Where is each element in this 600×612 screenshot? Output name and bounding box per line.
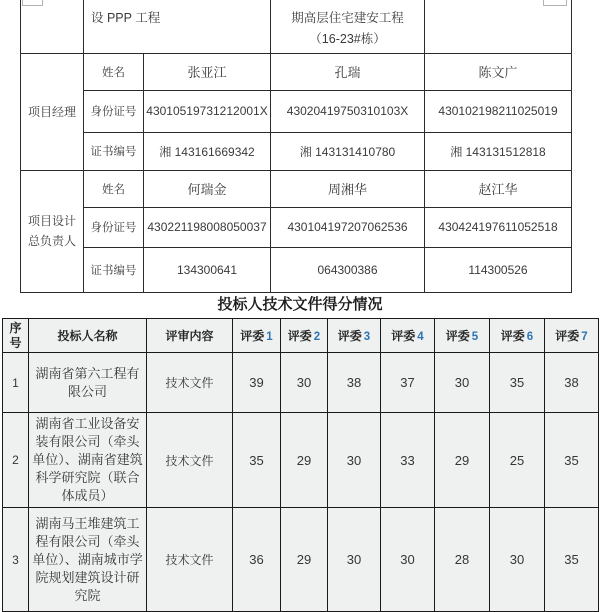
bidder-name: 湖南马王堆建筑工程有限公司（牵头单位）、湖南城市学院规划建筑设计研究院 bbox=[29, 508, 147, 612]
field-label-cert-number: 证书编号 bbox=[84, 247, 144, 292]
section-label-design-chief bbox=[21, 170, 84, 292]
pm-cert-cell: 湘 143161669342 bbox=[144, 132, 271, 170]
judge-number: 7 bbox=[581, 331, 588, 343]
row-pm-name bbox=[21, 53, 572, 90]
designer-id-cell: 430104197207062536 bbox=[271, 207, 425, 247]
designer-name-cell: 赵江华 bbox=[425, 170, 572, 207]
judge-number: 2 bbox=[313, 331, 321, 343]
row-pm-id bbox=[21, 90, 572, 132]
cutoff-cell-artifact-right bbox=[543, 0, 567, 6]
pm-id-cell: 430102198211025019 bbox=[425, 90, 572, 132]
judge-score: 39 bbox=[233, 353, 281, 413]
judge-score: 29 bbox=[435, 413, 490, 508]
judge-label: 评委 bbox=[337, 329, 362, 343]
header-judge-4 bbox=[381, 319, 435, 353]
bidder-name: 湖南省工业设备安装有限公司（牵头单位）、湖南省建筑科学研究院（联合体成员） bbox=[29, 413, 147, 508]
judge-score: 35 bbox=[545, 413, 599, 508]
review-content: 技术文件 bbox=[147, 353, 233, 413]
pm-id-cell: 43020419750310103X bbox=[271, 90, 425, 132]
designer-cert-cell: 114300526 bbox=[425, 247, 572, 292]
judge-score: 33 bbox=[381, 413, 435, 508]
designer-id-cell: 430221198008050037 bbox=[144, 207, 271, 247]
bidder-score-table bbox=[2, 318, 599, 612]
header-judge-6 bbox=[490, 319, 545, 353]
empty-cell bbox=[425, 0, 572, 53]
pm-name-cell: 孔瑞 bbox=[271, 53, 425, 90]
judge-score: 30 bbox=[435, 353, 490, 413]
review-content: 技术文件 bbox=[147, 508, 233, 612]
designer-id-cell: 430424197611052518 bbox=[425, 207, 572, 247]
cutoff-cell-artifact-left bbox=[22, 0, 43, 6]
row-designer-cert bbox=[21, 247, 572, 292]
judge-score: 38 bbox=[545, 353, 599, 413]
judge-score: 25 bbox=[490, 413, 545, 508]
row-project-header bbox=[21, 0, 572, 53]
judge-label: 评委 bbox=[445, 329, 470, 343]
empty-cell bbox=[21, 0, 84, 53]
header-judge-7 bbox=[545, 319, 599, 353]
field-label-id-number: 身份证号 bbox=[84, 90, 144, 132]
judge-score: 28 bbox=[435, 508, 490, 612]
row-score-header bbox=[3, 319, 599, 353]
field-label-cert-number: 证书编号 bbox=[84, 132, 144, 170]
header-judge-2 bbox=[281, 319, 328, 353]
section-label-line: 项目设计 bbox=[27, 214, 76, 228]
judge-score: 30 bbox=[281, 353, 328, 413]
judge-score: 37 bbox=[381, 353, 435, 413]
row-bidder-2 bbox=[3, 413, 599, 508]
row-bidder-1 bbox=[3, 353, 599, 413]
judge-score: 30 bbox=[381, 508, 435, 612]
judge-score: 29 bbox=[281, 413, 328, 508]
judge-label: 评委 bbox=[287, 329, 312, 343]
review-content: 技术文件 bbox=[147, 413, 233, 508]
judge-label: 评委 bbox=[391, 329, 416, 343]
pm-name-cell: 张亚江 bbox=[144, 53, 271, 90]
judge-score: 35 bbox=[490, 353, 545, 413]
judge-label: 评委 bbox=[555, 329, 580, 343]
score-table-title: 投标人技术文件得分情况 bbox=[217, 296, 383, 313]
judge-score: 30 bbox=[328, 413, 381, 508]
pm-id-cell: 43010519731212001X bbox=[144, 90, 271, 132]
project-name-b-line2: （16-23#栋） bbox=[309, 32, 386, 46]
row-designer-name bbox=[21, 170, 572, 207]
judge-score: 35 bbox=[545, 508, 599, 612]
bidder-serial-no: 2 bbox=[3, 413, 29, 508]
judge-number: 1 bbox=[266, 331, 273, 343]
designer-name-cell: 周湘华 bbox=[271, 170, 425, 207]
judge-number: 4 bbox=[417, 331, 424, 343]
pm-name-cell: 陈文广 bbox=[425, 53, 572, 90]
header-serial-no: 序号 bbox=[3, 319, 29, 353]
header-bidder-name: 投标人名称 bbox=[29, 319, 147, 353]
judge-score: 30 bbox=[490, 508, 545, 612]
judge-label: 评委 bbox=[500, 329, 525, 343]
judge-score: 30 bbox=[328, 508, 381, 612]
header-review-content: 评审内容 bbox=[147, 319, 233, 353]
designer-cert-cell: 064300386 bbox=[271, 247, 425, 292]
bidder-serial-no: 3 bbox=[3, 508, 29, 612]
judge-number: 3 bbox=[363, 331, 371, 343]
pm-cert-cell: 湘 143131512818 bbox=[425, 132, 572, 170]
judge-number: 6 bbox=[526, 331, 534, 343]
bidder-name: 湖南省第六工程有限公司 bbox=[29, 353, 147, 413]
pm-cert-cell: 湘 143131410780 bbox=[271, 132, 425, 170]
section-label-line: 总负责人 bbox=[27, 234, 76, 248]
judge-number: 5 bbox=[471, 331, 479, 343]
judge-score: 35 bbox=[233, 413, 281, 508]
bidder-serial-no: 1 bbox=[3, 353, 29, 413]
project-name-b bbox=[271, 0, 425, 53]
judge-score: 36 bbox=[233, 508, 281, 612]
section-label-project-manager bbox=[21, 53, 84, 170]
field-label-id-number: 身份证号 bbox=[84, 207, 144, 247]
project-info-table bbox=[20, 0, 572, 293]
judge-score: 29 bbox=[281, 508, 328, 612]
designer-name-cell: 何瑞金 bbox=[144, 170, 271, 207]
judge-label: 评委 bbox=[240, 329, 265, 343]
project-name-a: 设 PPP 工程 bbox=[84, 0, 271, 53]
designer-cert-cell: 134300641 bbox=[144, 247, 271, 292]
header-judge-5 bbox=[435, 319, 490, 353]
row-bidder-3 bbox=[3, 508, 599, 612]
header-judge-3 bbox=[328, 319, 381, 353]
row-pm-cert bbox=[21, 132, 572, 170]
field-label-name: 姓名 bbox=[84, 53, 144, 90]
project-name-b-line1: 期高层住宅建安工程 bbox=[291, 11, 404, 25]
field-label-name: 姓名 bbox=[84, 170, 144, 207]
row-designer-id bbox=[21, 207, 572, 247]
judge-score: 38 bbox=[328, 353, 381, 413]
section-label-line: 项目经理 bbox=[27, 104, 76, 119]
header-judge-1 bbox=[233, 319, 281, 353]
